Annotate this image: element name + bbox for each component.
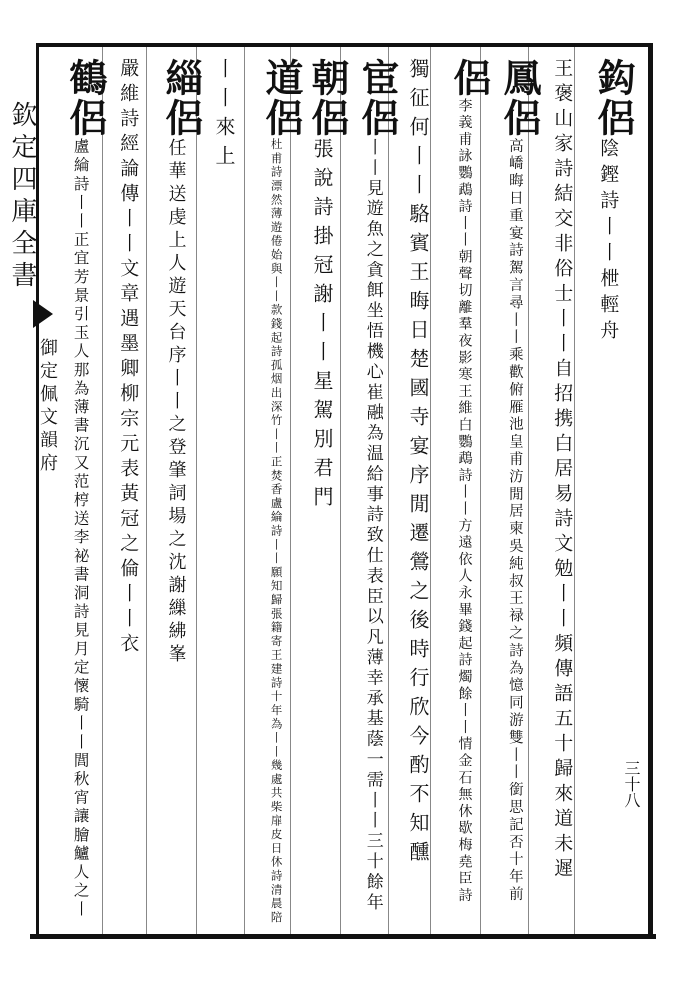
text-column-3 [492,58,542,904]
text-column-10 [154,58,204,667]
entry-head: 鈎侶 [591,58,636,138]
text-column-6 [350,58,400,914]
text-column-2 [540,58,584,883]
text-column-4 [442,58,492,905]
text-column-11 [106,58,150,658]
entry-head: 侶 [447,58,492,98]
entry-head: 鳳侶 [497,58,542,138]
entry-text: 王褒山家詩結交非俗士丨丨自招携白居易詩文勉丨丨頻傳語五十歸來道未遲 [551,58,574,883]
fish-tail-mark [33,300,53,328]
text-column-8 [254,58,304,925]
frame-right-border [648,43,653,939]
section-title: 御定佩文韻府 [37,338,58,476]
column-rule [244,47,245,934]
column-rule [102,47,103,934]
text-column-1 [586,58,636,346]
entry-text: 高嶠晦日重宴詩駕言尋丨丨乘歡俯雁池皇甫汸閒居柬吳純叔王禄之詩為憶同游雙丨丨銜思記否十年前 [506,138,523,904]
margin-strip [0,43,36,939]
text-column-12 [58,58,108,920]
entry-head: 緇侶 [159,58,204,138]
entry-text: 丨丨見遊魚之貪餌坐悟機心崔融為温給事詩致仕表臣以凡薄幸承基蔭一需丨丨三十餘年 [362,138,383,914]
entry-text: 杜甫詩漂然薄遊倦始與丨丨款錢起詩孤烟出深竹丨丨正焚香盧綸詩丨丨願知歸張籍寄王建詩十年為丨丨幾處共柴扉皮日休詩清晨陪 [269,138,284,925]
entry-text: 盧綸詩丨丨正宜芳景引玉人那為薄書沉又范梈送李袐書洞詩見月定懷騎丨丨閭秋宵讓膾鱸人之丨 [71,138,90,920]
frame-bottom-border [30,934,656,939]
text-column-5 [396,58,440,870]
entry-text: 丨丨來上 [212,58,236,174]
book-title: 欽定四庫全書 [7,101,37,293]
entry-text: 陰鏗詩丨丨枻輕舟 [597,138,620,346]
entry-text: 獨征何丨丨駱賓王晦日楚國寺宴序閒遷鶯之後時行欣今酌不知醺 [406,58,430,870]
page-number: 三十八 [622,760,641,808]
frame-top-border [36,43,652,47]
entry-head: 鶴侶 [63,58,108,138]
entry-text: 嚴維詩經論傳丨丨文章遇墨卿柳宗元表黃冠之倫丨丨衣 [117,58,140,658]
entry-head: 朝侶 [305,58,350,138]
entry-text: 任華送虔上人遊天台序丨丨之登肇詞場之沈謝繅紼峯 [165,138,187,667]
entry-head: 宦侶 [355,58,400,138]
entry-text: 李義甫詠鸚鵡詩丨丨朝聲切離羣夜影寒王維白鸚鵡詩丨丨方遠依人永畢錢起詩燭餘丨丨情金石無休歇梅堯臣詩 [456,98,473,905]
entry-text: 張說詩掛冠謝丨丨星駕別君門 [310,138,334,515]
entry-head: 道侶 [259,58,304,138]
